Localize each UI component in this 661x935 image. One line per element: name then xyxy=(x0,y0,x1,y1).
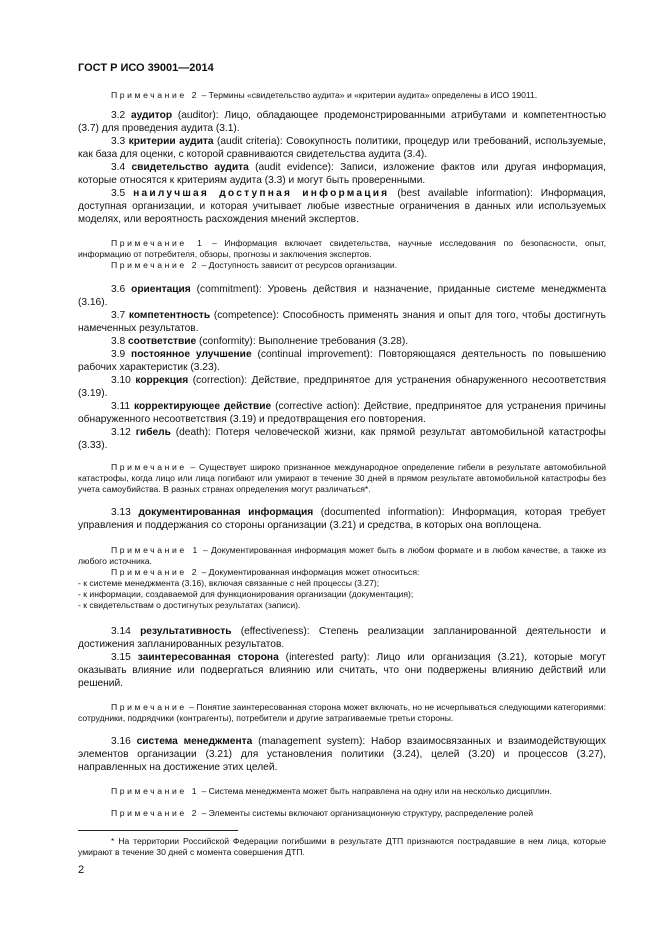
term-3-10: 3.10 коррекция (correction): Действие, предпринятое для устранения обнаруженного несоответствия (3.19). xyxy=(78,375,606,399)
footnote-divider xyxy=(78,830,238,831)
note-3-12: Примечание – Существует широко признанное международное определение гибели в результате автомобильной катастрофы, когда лицо или лица погибают или умирают в течение 30 дней в прямом результате автомобильной катастрофы без учета самоубийства. В разных странах определения могут различаться*. xyxy=(78,462,606,494)
note-3-5-1: Примечание 1 – Информация включает свидетельства, научные исследования по безопасности, опыт, информацию от потребителя, обзоры, прогнозы и заключения экспертов. xyxy=(78,238,606,259)
term-3-5: 3.5 наилучшая доступная информация (best available information): Информация, доступная организации, и которая учитывает любые известные ограничения в данных или используемых моделях, или вероятность расхождения мнений экспертов. xyxy=(78,188,606,225)
footnote: * На территории Российской Федерации погибшими в результате ДТП признаются пострадавшие в нем лица, которые умирают в течение 30 дней с момента совершения ДТП. xyxy=(78,836,606,857)
note-3-16-2: Примечание 2 – Элементы системы включают организационную структуру, распределение ролей xyxy=(111,808,534,818)
term-3-12: 3.12 гибель (death): Потеря человеческой жизни, как прямой результат автомобильной катастрофы (3.33). xyxy=(78,427,606,451)
term-3-3: 3.3 критерии аудита (audit criteria): Совокупность политики, процедур или требований, используемые, как база для оценки, с которой сравниваются свидетельства аудита (3.4). xyxy=(78,136,606,160)
term-3-9: 3.9 постоянное улучшение (continual improvement): Повторяющаяся деятельность по повышению рабочих характеристик (3.23). xyxy=(78,349,606,373)
document-header: ГОСТ Р ИСО 39001—2014 xyxy=(78,62,214,74)
note-intro-2: Примечание 2 – Термины «свидетельство аудита» и «критерии аудита» определены в ИСО 19011. xyxy=(111,90,538,100)
term-3-16: 3.16 система менеджмента (management system): Набор взаимосвязанных и взаимодействующих элементов организации (3.21) для установления политики (3.24), целей (3.20) и процессов (3.27), направленных на достижение этих целей. xyxy=(78,736,606,773)
term-3-11: 3.11 корректирующее действие (corrective action): Действие, предпринятое для устранения причины обнаруженного несоответствия (3.19) и предотвращения его повторения. xyxy=(78,401,606,425)
note-3-13-2: Примечание 2 – Документированная информация может относиться: xyxy=(111,567,420,577)
term-3-7: 3.7 компетентность (competence): Способность применять знания и опыт для того, чтобы достигнуть намеченных результатов. xyxy=(78,310,606,334)
term-3-14: 3.14 результативность (effectiveness): Степень реализации запланированной деятельности и достижения запланированных результатов. xyxy=(78,626,606,650)
note-3-13-list-item: - к системе менеджмента (3.16), включая связанные с ней процессы (3.27); xyxy=(78,578,380,588)
note-3-13-1: Примечание 1 – Документированная информация может быть в любом формате и в любом качестве, а также из любого источника. xyxy=(78,545,606,566)
page-number: 2 xyxy=(78,864,85,876)
term-3-13: 3.13 документированная информация (documented information): Информация, которая требует управления и поддержания со стороны организации (3.21) и средства, в которых она воплощена. xyxy=(78,507,606,531)
term-3-8: 3.8 соответствие (conformity): Выполнение требования (3.28). xyxy=(111,336,409,347)
note-3-5-2: Примечание 2 – Доступность зависит от ресурсов организации. xyxy=(111,260,398,270)
note-label: Примечание 2 xyxy=(111,90,200,100)
note-3-16-1: Примечание 1 – Система менеджмента может быть направлена на одну или на несколько дисциплин. xyxy=(111,786,552,796)
note-3-13-list-item: - к информации, создаваемой для функционирования организации (документация); xyxy=(78,589,414,599)
term-3-4: 3.4 свидетельство аудита (audit evidence): Записи, изложение фактов или другая информация, которые относятся к критериям аудита (3.3) и могут быть проверенными. xyxy=(78,162,606,186)
term-3-6: 3.6 ориентация (commitment): Уровень действия и назначение, приданные системе менеджмента (3.16). xyxy=(78,284,607,308)
note-3-13-list-item: - к свидетельствам о достигнутых результатах (записи). xyxy=(78,600,301,610)
term-3-15: 3.15 заинтересованная сторона (interested party): Лицо или организация (3.21), которые могут оказывать влияние или подвергаться влиянию или считать, что они подвержены влиянию действий или решений. xyxy=(78,652,606,689)
term-3-2: 3.2 аудитор (auditor): Лицо, обладающее продемонстрированными атрибутами и компетентностью (3.7) для проведения аудита (3.1). xyxy=(78,110,606,134)
note-3-15: Примечание – Понятие заинтересованная сторона может включать, но не исчерпываться следующими категориями: сотрудники, подрядчики (контрагенты), потребители и другие затрагиваемые третьи стороны. xyxy=(78,702,606,723)
